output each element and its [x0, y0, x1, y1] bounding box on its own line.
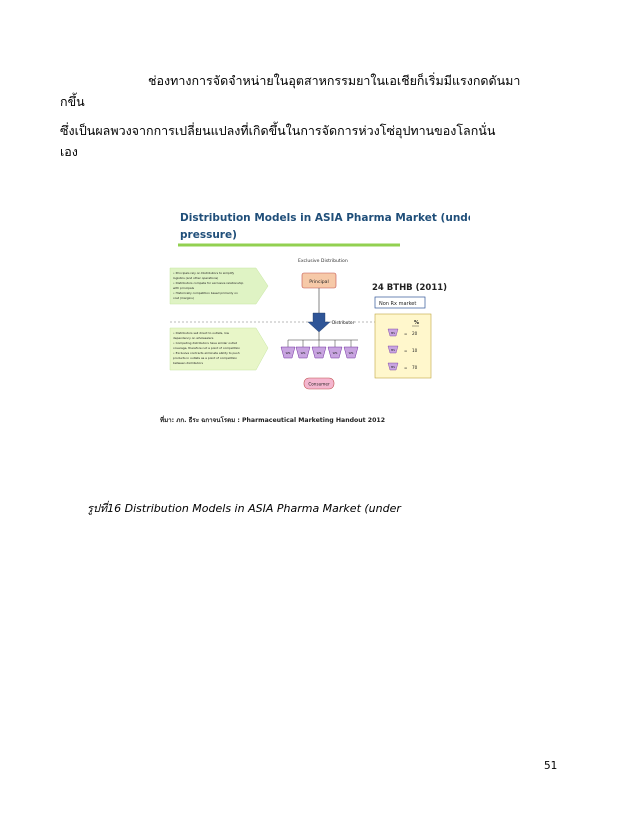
distribution-models-figure	[160, 200, 470, 430]
market-share-panel	[375, 314, 431, 378]
wholesaler-label-2: WS	[300, 351, 306, 355]
share-equals-2: =	[404, 348, 408, 353]
exclusive-distribution-label: Exclusive Distribution	[298, 259, 348, 264]
callout-bottom-line-3: • Competing distributors have similar outlet	[173, 341, 237, 345]
callout-bottom-line-5: • Exclusive contracts eliminate ability to push	[173, 351, 240, 355]
wholesaler-row	[281, 340, 358, 358]
callout-top-line-4: with principals	[173, 286, 195, 290]
market-size-label: 24 BTHB (2011)	[372, 283, 448, 293]
wholesaler-label-1: WS	[285, 351, 291, 355]
paragraph-1-line-1: ช่องทางการจัดจำหน่ายในอุตสาหกรรมยาในเอเชียก็เริ่มมีแรงกดดันมา	[148, 73, 521, 88]
wholesaler-label-3: WS	[316, 351, 322, 355]
callout-top-line-2: logistics (and other operations)	[173, 276, 219, 280]
figure-title-line-2: pressure)	[180, 229, 237, 241]
share-equals-3: =	[404, 365, 408, 370]
share-tier-1: MS	[391, 332, 395, 335]
callout-bottom-line-1: • Distributors sell direct to outlets, low	[173, 331, 230, 335]
callout-bottom-line-4: coverage, therefore not a point of competition	[173, 346, 241, 350]
wholesaler-label-5: WS	[348, 351, 354, 355]
paragraph-2	[60, 120, 570, 162]
figure-caption: รูปที่16 Distribution Models in ASIA Pharma Market (under	[87, 502, 401, 515]
page-number: 51	[544, 760, 558, 772]
share-pct-3: 70	[412, 365, 418, 370]
share-pct-1: 20	[412, 331, 418, 336]
distributor-label: Distributor	[332, 320, 355, 325]
figure-title-line-1: Distribution Models in ASIA Pharma Market (under	[180, 212, 470, 224]
paragraph-2-line-1: ซึ่งเป็นผลพวงจากการเปลี่ยนแปลงที่เกิดขึ้นในการจัดการห่วงโซ่อุปทานของโลกนั่น	[60, 123, 496, 138]
figure-source: ที่มา: ภก. ธีระ ฉกาจนโรดม : Pharmaceutical Marketing Handout 2012	[160, 417, 386, 424]
callout-bottom-line-2: dependency on wholesalers	[173, 336, 214, 340]
paragraph-2-line-2: เอง	[60, 144, 78, 159]
principal-label: Principal	[309, 280, 329, 285]
share-tier-3: MS	[391, 366, 395, 369]
non-rx-label: Non Rx market	[379, 301, 417, 307]
figure-graphic	[160, 200, 470, 430]
paragraph-1-line-2: กขึ้น	[60, 94, 85, 109]
callout-top-line-6: cost (margins)	[173, 296, 194, 300]
percent-header: %	[414, 320, 420, 326]
share-pct-2: 10	[412, 348, 418, 353]
consumer-label: Consumer	[308, 381, 330, 387]
callout-top-line-1: • Principals rely on Distributors to simplify	[173, 271, 235, 275]
paragraph-1	[60, 70, 570, 112]
distributor-arrow	[308, 313, 330, 332]
share-tier-2: MS	[391, 349, 395, 352]
callout-top-line-5: • Historically competition based primarily on	[173, 291, 238, 295]
callout-bottom-line-7: between distributors	[173, 361, 203, 365]
wholesaler-label-4: WS	[332, 351, 338, 355]
share-equals-1: =	[404, 331, 408, 336]
callout-bottom-line-6: products in outlets as a point of competition	[173, 356, 238, 360]
callout-top-line-3: • Distributors compete for exclusive relationship	[173, 281, 244, 285]
